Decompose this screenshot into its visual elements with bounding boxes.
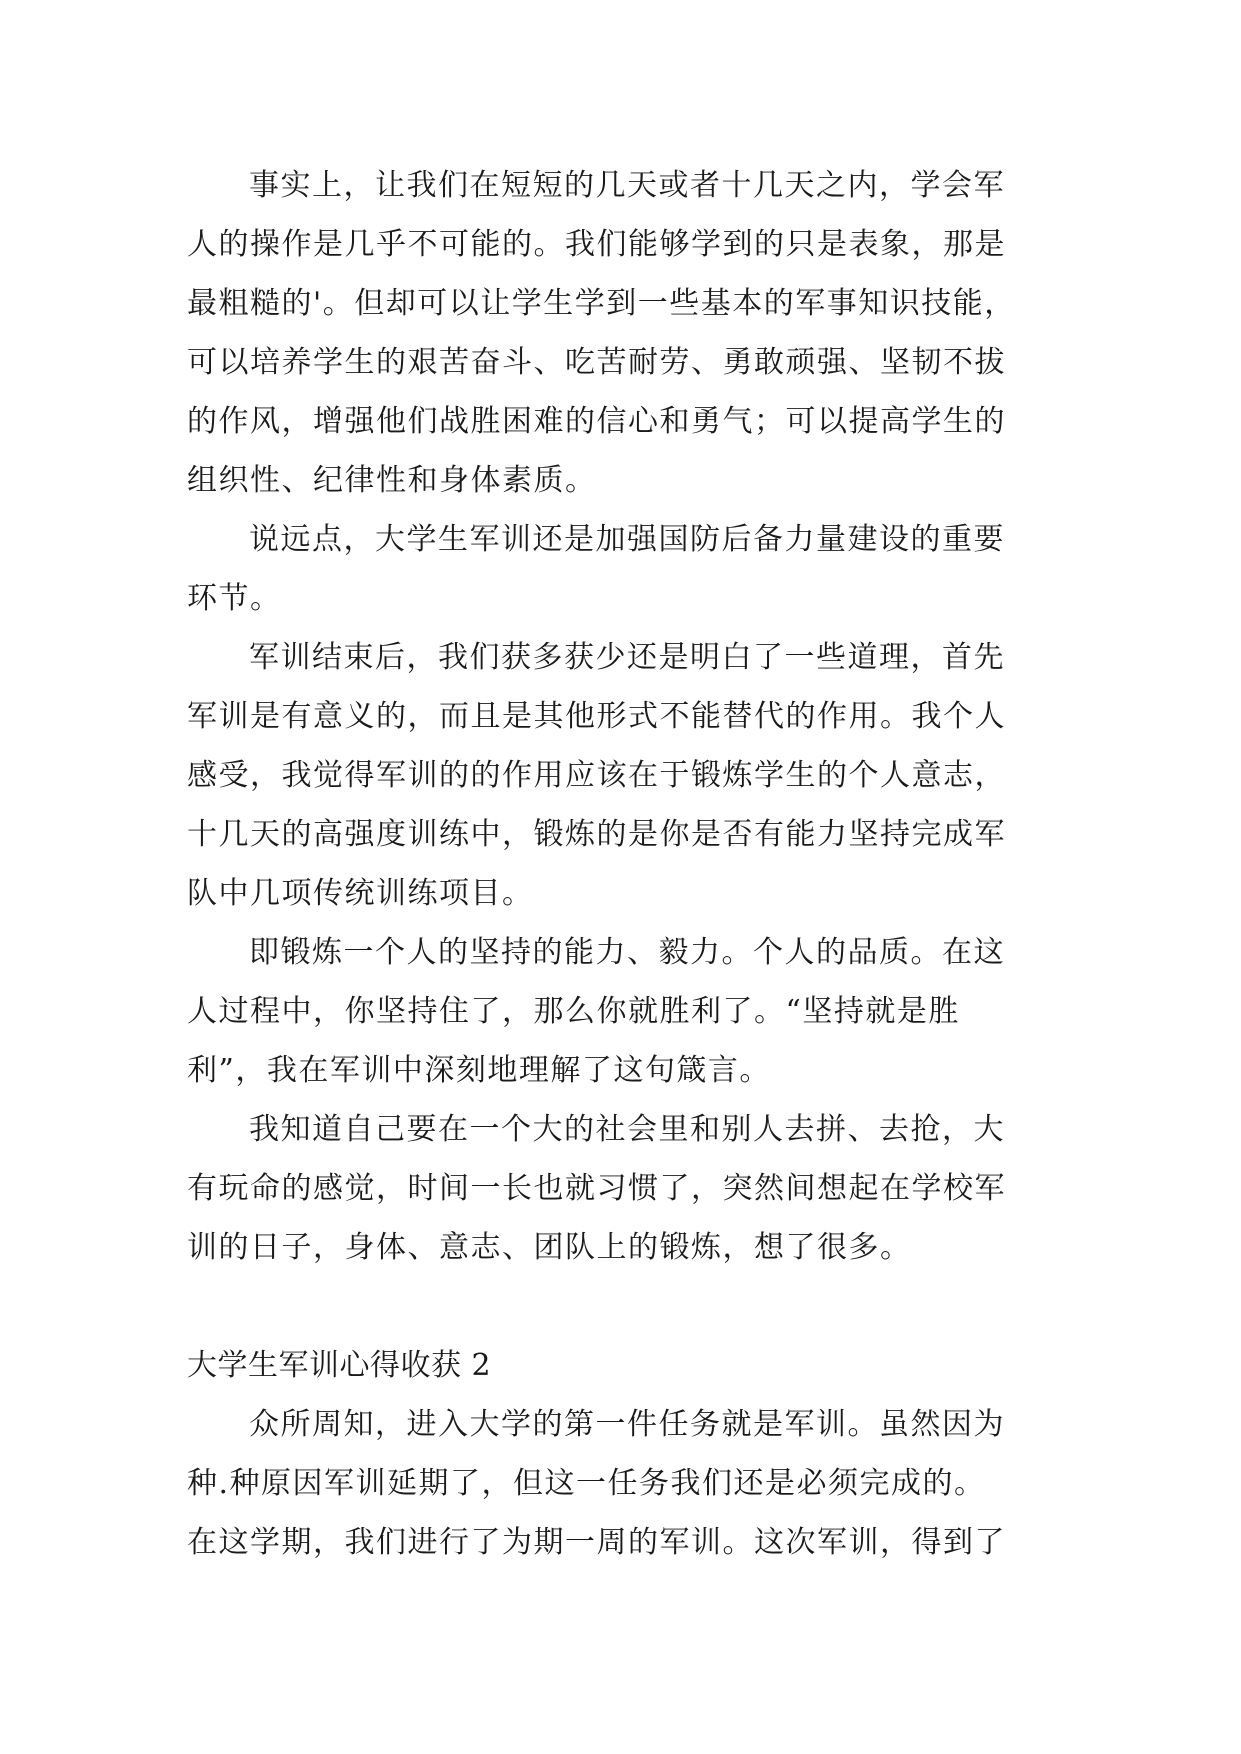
document-body bbox=[187, 156, 1057, 1572]
blank-line bbox=[187, 1277, 1057, 1336]
paragraph-line: 事实上，让我们在短短的几天或者十几天之内，学会军 bbox=[249, 168, 1005, 203]
section-heading: 大学生军训心得收获 2 bbox=[187, 1348, 492, 1383]
paragraph-line: 环节。 bbox=[187, 581, 282, 616]
paragraph-line: 即锻炼一个人的坚持的能力、毅力。个人的品质。在这 bbox=[249, 935, 1005, 970]
paragraph-line: 组织性、纪律性和身体素质。 bbox=[187, 463, 597, 498]
paragraph-line: 说远点，大学生军训还是加强国防后备力量建设的重要 bbox=[249, 522, 1005, 557]
paragraph-line: 人的操作是几乎不可能的。我们能够学到的只是表象，那是 bbox=[187, 227, 1006, 262]
paragraph-line: 可以培养学生的艰苦奋斗、吃苦耐劳、勇敢顽强、坚韧不拔 bbox=[187, 345, 1006, 380]
paragraph-line: 军训是有意义的，而且是其他形式不能替代的作用。我个人 bbox=[187, 699, 1006, 734]
paragraph-line: 军训结束后，我们获多获少还是明白了一些道理，首先 bbox=[249, 640, 1005, 675]
paragraph-line: 利”，我在军训中深刻地理解了这句箴言。 bbox=[187, 1053, 771, 1088]
paragraph-line: 在这学期，我们进行了为期一周的军训。这次军训，得到了 bbox=[187, 1525, 1006, 1560]
paragraph bbox=[187, 628, 1057, 923]
paragraph-line: 我知道自己要在一个大的社会里和别人去拼、去抢，大 bbox=[249, 1112, 1005, 1147]
paragraph-line: 感受，我觉得军训的的作用应该在于锻炼学生的个人意志， bbox=[187, 758, 1006, 793]
paragraph-line: 种.种原因军训延期了，但这一任务我们还是必须完成的。 bbox=[187, 1466, 986, 1501]
paragraph bbox=[187, 510, 1057, 628]
paragraph-line: 训的日子，身体、意志、团队上的锻炼，想了很多。 bbox=[187, 1230, 912, 1265]
paragraph-line: 有玩命的感觉，时间一长也就习惯了，突然间想起在学校军 bbox=[187, 1171, 1006, 1206]
paragraph bbox=[187, 156, 1057, 510]
paragraph bbox=[187, 923, 1057, 1100]
paragraph-line: 人过程中，你坚持住了，那么你就胜利了。“坚持就是胜 bbox=[187, 994, 960, 1029]
paragraph-line: 十几天的高强度训练中，锻炼的是你是否有能力坚持完成军 bbox=[187, 817, 1006, 852]
paragraph-line: 最粗糙的'。但却可以让学生学到一些基本的军事知识技能， bbox=[187, 286, 1016, 321]
paragraph bbox=[187, 1100, 1057, 1277]
paragraph bbox=[187, 1395, 1057, 1572]
paragraph-line: 众所周知，进入大学的第一件任务就是军训。虽然因为 bbox=[249, 1407, 1005, 1442]
paragraph-line: 的作风，增强他们战胜困难的信心和勇气；可以提高学生的 bbox=[187, 404, 1006, 439]
paragraph-line: 队中几项传统训练项目。 bbox=[187, 876, 534, 911]
